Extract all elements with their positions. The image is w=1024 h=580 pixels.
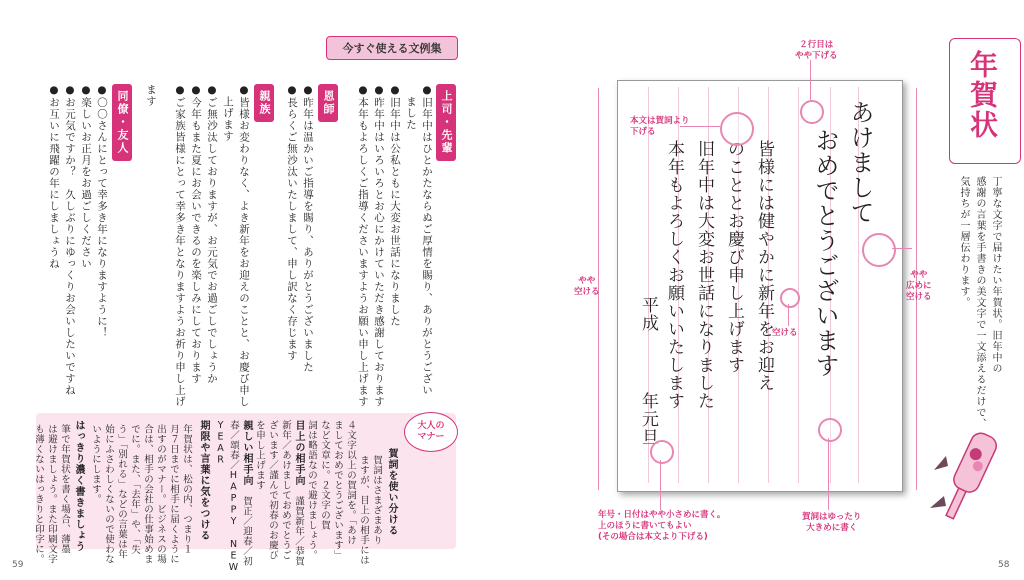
card-date-day: 年元旦 xyxy=(638,392,658,446)
text-line: ●本年もよろしくご指導くださいますようお願い申し上げます xyxy=(357,84,369,408)
callout-yaya-left: やや 空ける xyxy=(574,276,600,297)
page-number-right: 58 xyxy=(998,560,1010,570)
card-line-2: おめでとうございます xyxy=(811,128,839,378)
card-date-era: 平成 xyxy=(638,296,658,332)
manner-text: 新年／あけましておめでとうご xyxy=(280,420,291,560)
manner-text: 詞は略語なので避けましょう。 xyxy=(306,420,317,560)
callout-top: ２行目は やや下げる xyxy=(795,40,838,61)
manner-text: ４文字以上の賀詞を。「あけ xyxy=(345,420,356,546)
manner-text: 春／頌春／HAPPY NEW xyxy=(228,420,239,574)
guide-circle xyxy=(780,288,800,308)
text-line: 上げます xyxy=(222,96,234,142)
manner-heading: はっきり濃く書きましょう xyxy=(73,420,84,552)
manner-text: 出すのがマナー。ビジネスの場 xyxy=(155,424,166,564)
text-line: ●〇〇さんにとって幸多き年になりますように！ xyxy=(96,84,108,339)
callout-date-note: 年号・日付はやや小さめに書く。 上のほうに書いてもよい (その場合は本文より下げる) xyxy=(598,510,726,542)
manner-text: は避けましょう。また印刷文字 xyxy=(46,424,57,564)
category-label-teacher: 恩師 xyxy=(318,84,338,122)
manner-heading: 期限や言葉に気をつける xyxy=(198,420,209,541)
leader-line xyxy=(810,60,811,100)
manner-heading: 親しい相手向 xyxy=(241,420,252,486)
text-line: ●ご家族皆様にとって幸多き年となりますようお祈り申し上げ xyxy=(174,84,186,408)
manner-text: を申し上げます xyxy=(254,420,265,490)
text-line: ●長らくご無沙汰いたしまして、申し訳なく存じます xyxy=(286,84,298,362)
side-desc-line: 丁寧な文字で届けたい年賀状。旧年中の xyxy=(990,176,1001,374)
callout-yaya-right: やや 広めに 空ける xyxy=(906,270,932,302)
leader-line xyxy=(660,460,661,510)
guide-circle xyxy=(720,112,754,146)
manner-text: 謹賀新年／恭賀 xyxy=(293,496,304,566)
callout-akeru: 空ける xyxy=(772,328,798,338)
callout-gashi-note: 賀詞はゆったり 大きめに書く xyxy=(802,512,862,533)
category-label-family: 親族 xyxy=(254,84,274,122)
manner-text: 合は、相手の会社の仕事始めま xyxy=(142,424,153,564)
text-line: ます xyxy=(145,84,157,107)
text-line: ●昨年は温かいご指導を賜り、ありがとうございました xyxy=(302,84,314,373)
page-banner: 今すぐ使える文例集 xyxy=(326,36,458,60)
text-line: ●昨年中はいろいろとお心にかけていただき感謝しております xyxy=(373,84,385,408)
leader-line xyxy=(828,438,829,510)
manner-heading: 賀詞を使い分ける xyxy=(386,448,397,536)
manner-text: 賀正／迎春／初 xyxy=(241,496,252,566)
page-number-left: 59 xyxy=(12,560,24,570)
text-line: ました xyxy=(405,96,417,131)
text-line: ●皆様お変わりなく、よき新年をお迎えのことと、お慶び申し xyxy=(238,84,250,408)
side-desc-line: 感謝の言葉を手書きの美文字で一文添えるだけで、 xyxy=(974,176,985,429)
leader-line xyxy=(788,304,789,326)
card-line-3: 皆様には健やかに新年をお迎え xyxy=(754,140,774,392)
text-line: ●旧年中はひとかたならぬご厚情を賜り、ありがとうござい xyxy=(421,84,433,396)
manner-text: う」「別れる」などの言葉は年 xyxy=(116,424,127,560)
manner-text: も薄くないはっきりと印字に。 xyxy=(33,424,44,564)
guide-circle xyxy=(800,100,824,124)
manner-text: でに。また、「去年」や、「失 xyxy=(129,424,140,555)
manner-text: いようにします。 xyxy=(90,424,101,504)
manner-text: 賀詞はさまざまあり xyxy=(371,455,382,545)
manner-text: 年賀状は、松の内、つまり１ xyxy=(181,424,192,554)
hagoita-illustration xyxy=(926,420,1006,530)
manner-badge: 大人の マナー xyxy=(404,412,458,452)
side-desc-line: 気持ちが一層伝わります。 xyxy=(958,176,969,308)
manner-text: ましておめでとうございます」 xyxy=(332,420,343,560)
text-line: ●お互いに飛躍の年にしましょうね xyxy=(48,84,60,270)
manner-text: ざいます／謹んで初春のお慶び xyxy=(267,420,278,560)
category-label-friends: 同僚・友人 xyxy=(112,84,132,161)
manner-text: など文章に。２文字の賀 xyxy=(319,420,330,530)
card-line-1: あけまして xyxy=(846,100,874,225)
guide-circle xyxy=(862,233,896,267)
callout-honbun: 本文は賀詞より 下げる xyxy=(630,116,690,137)
side-title: 年賀状 xyxy=(966,50,999,140)
card-line-4: のこととお慶び申し上げます xyxy=(724,140,744,374)
text-line: ●ご無沙汰しておりますが、お元気でお過ごしでしょうか xyxy=(206,84,218,385)
text-line: ●楽しいお正月をお過ごしください xyxy=(80,84,92,270)
card-line-6: 本年もよろしくお願いいたします xyxy=(664,140,684,410)
text-line: ●今年もまた夏にお会いできるのを楽しみにしております xyxy=(190,84,202,385)
text-line: ●旧年中は公私ともに大変お世話になりました xyxy=(389,84,401,327)
manner-text: 月７日までに相手に届くように xyxy=(168,424,179,564)
manner-text: 筆で年賀状を書く場合、薄墨 xyxy=(59,424,70,554)
manner-text: ますが、目上の相手には xyxy=(358,455,369,565)
card-line-5: 旧年中は大変お世話になりました xyxy=(694,140,714,410)
text-line: ●お元気ですか？ 久しぶりにゆっくりお会いしたいですね xyxy=(64,84,76,396)
leader-line xyxy=(892,248,912,249)
manner-heading: 目上の相手向 xyxy=(293,420,304,486)
guide-circle xyxy=(650,440,674,464)
manner-text: 始にふさわしくないので使わな xyxy=(103,424,114,564)
guide-circle xyxy=(818,418,842,442)
manner-text: YEAR xyxy=(215,420,226,466)
category-label-boss: 上司・先輩 xyxy=(436,84,456,161)
